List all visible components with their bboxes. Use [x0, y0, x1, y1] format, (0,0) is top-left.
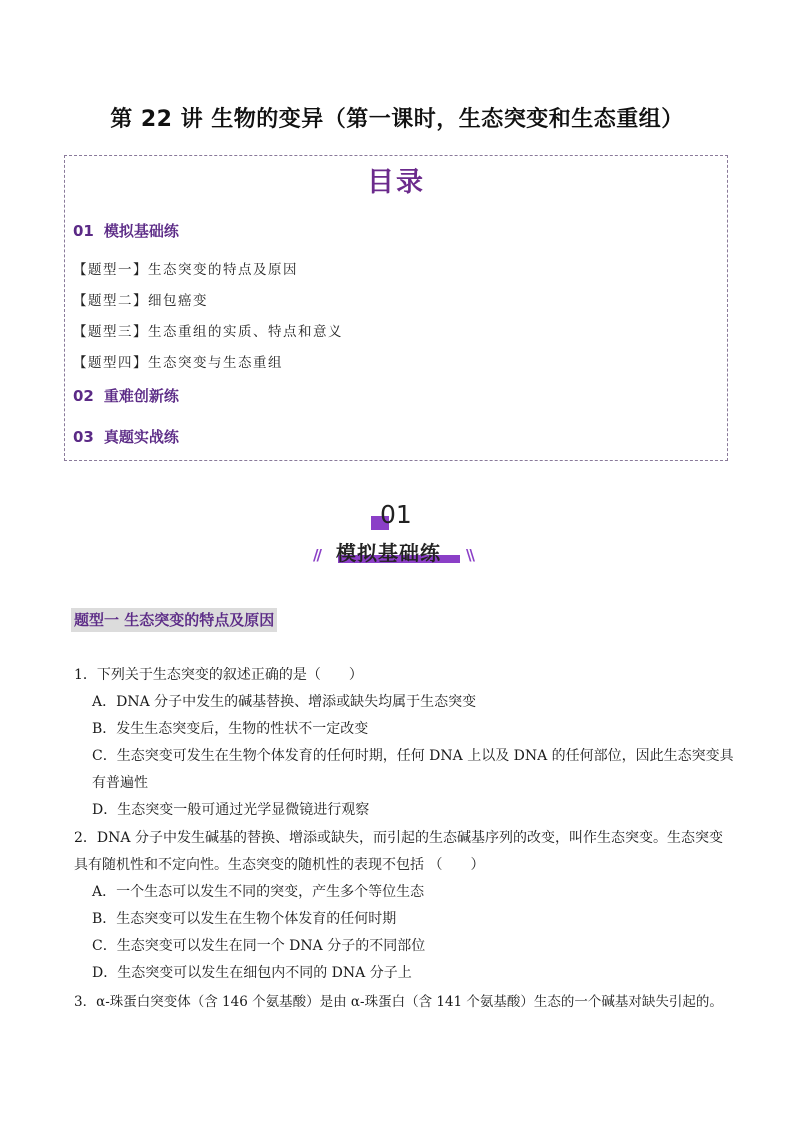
toc-item-type-1[interactable]: 【题型一】生态突变的特点及原因: [73, 262, 298, 278]
section-label: 模拟基础练: [336, 541, 441, 565]
toc-section-number: 03: [73, 428, 94, 446]
toc-section-label: 模拟基础练: [103, 222, 179, 240]
document-title: 第 22 讲 生物的变异（第一课时，生态突变和生态重组）: [110, 107, 684, 132]
question-2-option-c: C．生态突变可以发生在同一个 DNA 分子的不同部位: [92, 938, 426, 954]
toc-item-type-3[interactable]: 【题型三】生态重组的实质、特点和意义: [73, 324, 343, 340]
toc-section-02[interactable]: [73, 385, 179, 406]
toc-section-label: 重难创新练: [103, 387, 179, 405]
question-2-option-a: A．一个生态可以发生不同的突变，产生多个等位生态: [92, 884, 425, 900]
question-type-header: 题型一 生态突变的特点及原因: [71, 608, 277, 632]
toc-section-number: 02: [73, 387, 94, 405]
section-number: 01: [380, 500, 412, 529]
toc-heading: 目录: [367, 167, 425, 198]
question-2-option-b: B．生态突变可以发生在生物个体发育的任何时期: [92, 911, 397, 927]
question-1-option-b: B．发生生态突变后，生物的性状不一定改变: [92, 721, 369, 737]
question-1-option-c-cont: 有普遍性: [92, 775, 148, 791]
toc-section-03[interactable]: [73, 426, 179, 447]
question-2-stem-cont: 具有随机性和不定向性。生态突变的随机性的表现不包括 （ ）: [74, 857, 485, 873]
question-3-stem: 3．α-珠蛋白突变体（含 146 个氨基酸）是由 α-珠蛋白（含 141 个氨基酸）生态的一个碱基对缺失引起的。: [74, 994, 723, 1010]
toc-item-type-4[interactable]: 【题型四】生态突变与生态重组: [73, 355, 283, 371]
toc-section-number: 01: [73, 222, 94, 240]
left-slash-decoration: //: [313, 546, 320, 564]
table-of-contents: [64, 155, 728, 461]
question-2-option-d: D．生态突变可以发生在细包内不同的 DNA 分子上: [92, 965, 412, 981]
question-1-option-c: C．生态突变可发生在生物个体发育的任何时期，任何 DNA 上以及 DNA 的任何部位，因此生态突变具: [92, 748, 734, 764]
toc-item-type-2[interactable]: 【题型二】细包癌变: [73, 293, 208, 309]
question-2-stem: 2．DNA 分子中发生碱基的替换、增添或缺失，而引起的生态碱基序列的改变，叫作生态突变。生态突变: [74, 830, 723, 846]
question-1-stem: 1．下列关于生态突变的叙述正确的是（ ）: [74, 667, 363, 683]
toc-section-01[interactable]: [73, 220, 179, 241]
right-slash-decoration: \\: [466, 546, 473, 564]
toc-section-label: 真题实战练: [103, 428, 179, 446]
question-1-option-a: A．DNA 分子中发生的碱基替换、增添或缺失均属于生态突变: [92, 694, 477, 710]
question-1-option-d: D．生态突变一般可通过光学显微镜进行观察: [92, 802, 370, 818]
